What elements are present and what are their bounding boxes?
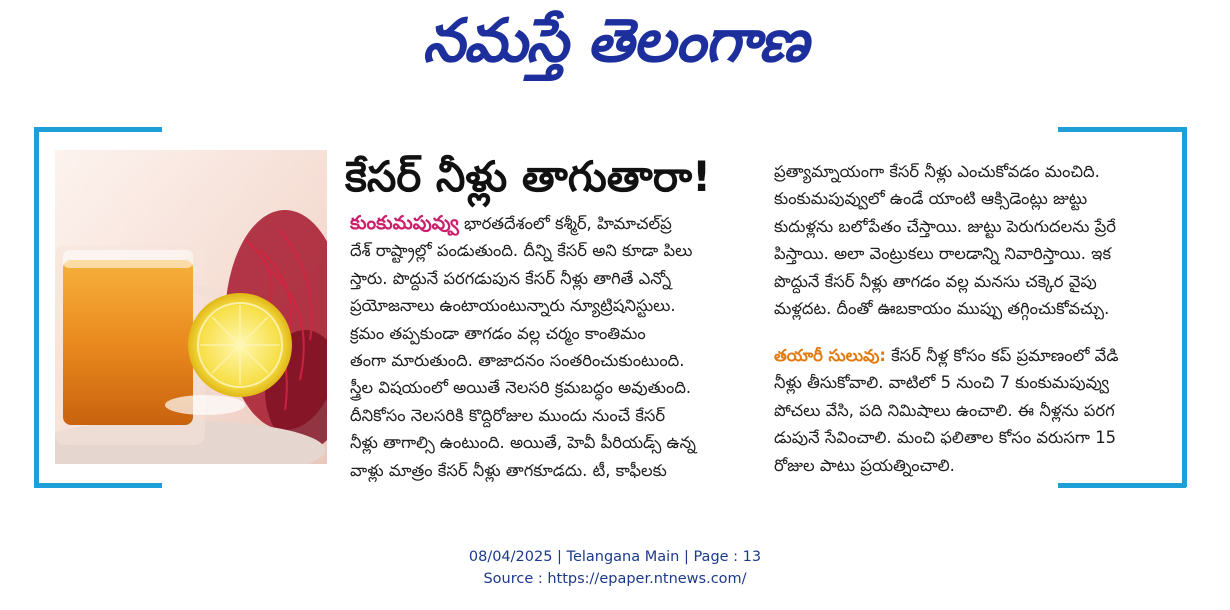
column-1-line: క్రమం తప్పకుండా తాగడం వల్ల చర్మం కాంతిమం	[350, 323, 646, 343]
column-2-line: కుదుళ్లను బలోపేతం చేస్తాయి. జుట్టు పెరుగుదలను ప్రేరే	[774, 216, 1116, 236]
preparation-line: రోజుల పాటు ప్రయత్నించాలి.	[774, 455, 955, 475]
column-2-line: పొద్దునే కేసర్ నీళ్లు తాగడం వల్ల మనసు చక్కెర వైపు	[774, 271, 1097, 291]
article-column-1	[350, 210, 740, 484]
preparation-first-line-text: కేసర్ నీళ్ల కోసం కప్ ప్రమాణంలో వేడి	[885, 346, 1119, 365]
frame-corner-top-right-v	[1182, 127, 1187, 487]
kicker-preparation: తయారీ సులువు:	[774, 346, 886, 365]
article-column-2-preparation	[774, 342, 1158, 479]
footer-source: Source : https://epaper.ntnews.com/	[483, 571, 747, 587]
column-2-line: కుంకుమపువ్వులో ఉండే యాంటి ఆక్సిడెంట్లు జుట్టు	[774, 189, 1088, 209]
column-1-line: నీళ్లు తాగాల్సి ఉంటుంది. అయితే, హెవీ పీరియడ్స్ ఉన్న	[350, 433, 696, 453]
column-1-line: వాళ్లు మాత్రం కేసర్ నీళ్లు తాగకూడదు. టీ, కాఫీలకు	[350, 460, 667, 480]
masthead-logo: నమస్తే తెలంగాణ	[422, 6, 808, 76]
frame-corner-top-left-h	[34, 127, 162, 132]
column-1-line: స్తారు. పొద్దునే పరగడుపున కేసర్ నీళ్లు తాగితే ఎన్నో	[350, 268, 672, 288]
frame-corner-top-left-v	[34, 127, 39, 487]
column-2-line: మళ్లదట. దీంతో ఊబకాయం ముప్పు తగ్గించుకోవచ్చు.	[774, 299, 1110, 319]
frame-corner-bottom-right-h	[1058, 483, 1186, 488]
column-1-first-line	[350, 210, 740, 237]
article-headline: కేసర్ నీళ్లు తాగుతారా!	[345, 152, 712, 201]
kicker-saffron: కుంకుమపువ్వు	[350, 212, 459, 234]
column-1-first-line-text: భారతదేశంలో కశ్మీర్, హిమాచల్‌ప్ర	[458, 214, 672, 233]
column-2-line: పిస్తాయి. అలా వెంట్రుకలు రాలడాన్ని నివారిస్తాయి. ఇక	[774, 244, 1112, 264]
frame-corner-top-right-h	[1058, 127, 1186, 132]
column-1-line: స్త్రీల విషయంలో అయితే నెలసరి క్రమబద్ధం అవుతుంది.	[350, 378, 692, 398]
preparation-first-line	[774, 342, 1158, 369]
preparation-line: పోచలు వేసి, పది నిమిషాలు ఉంచాలి. ఈ నీళ్లను పరగ	[774, 400, 1115, 420]
frame-corner-bottom-left-h	[34, 483, 162, 488]
column-1-line: ప్రయోజనాలు ఉంటాయంటున్నారు న్యూట్రిషనిస్టులు.	[350, 296, 676, 316]
article-column-2	[774, 158, 1158, 322]
column-1-line: దేశ్ రాష్ట్రాల్లో పండుతుంది. దీన్ని కేసర్ అని కూడా పిలు	[350, 241, 693, 261]
saffron-tea-photo	[55, 150, 327, 464]
column-1-line: తంగా మారుతుంది. తాజాదనం సంతరించుకుంటుంది.	[350, 351, 685, 371]
column-1-line: దీనికోసం నెలసరికి కొద్దిరోజుల ముందు నుంచే కేసర్	[350, 405, 666, 425]
footer-date-page: 08/04/2025 | Telangana Main | Page : 13	[468, 549, 762, 565]
column-2-line: ప్రత్యామ్నాయంగా కేసర్ నీళ్లు ఎంచుకోవడం మంచిది.	[774, 162, 1100, 181]
preparation-line: నీళ్లు తీసుకోవాలి. వాటిలో 5 నుంచి 7 కుంకుమపువ్వు	[774, 373, 1109, 393]
preparation-line: డుపునే సేవించాలి. మంచి ఫలితాల కోసం వరుసగా 15	[774, 428, 1117, 448]
